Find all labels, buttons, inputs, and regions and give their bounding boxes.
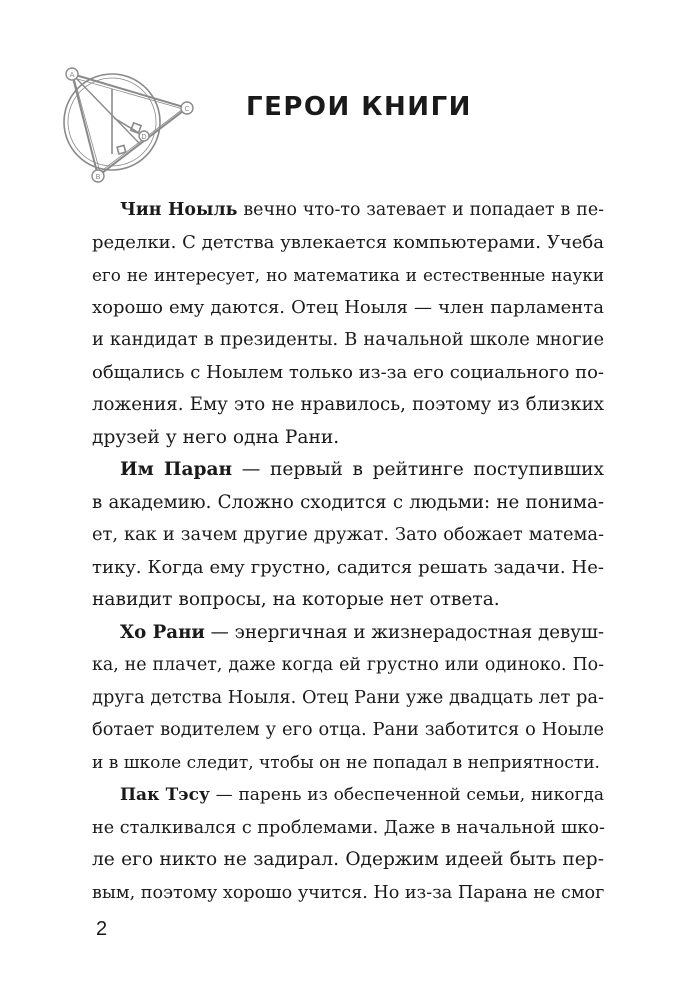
character-descriptions [92, 194, 604, 909]
emblem-letter-c: C [184, 105, 190, 113]
emblem-letter-d: D [141, 133, 147, 141]
emblem-letter-a: A [69, 71, 75, 79]
paragraph-line: ложения. Ему это не нравилось, поэтому из близких [92, 394, 604, 415]
page-title: ГЕРОИ КНИГИ [246, 92, 472, 122]
paragraph-line [92, 454, 604, 487]
paragraph-line [92, 194, 604, 227]
paragraph-line: хорошо ему даются. Отец Ноыля — член парламента [92, 296, 604, 318]
paragraph-line: ет, как и зачем другие дружат. Зато обожает матема- [92, 524, 604, 545]
paragraph-line: его не интересует, но математика и естественные науки [92, 265, 604, 285]
character-name: Им Паран [120, 459, 233, 480]
paragraph-line: навидит вопросы, на которые нет ответа. [92, 589, 500, 610]
paragraph-line [92, 617, 604, 650]
paragraph-line: друзей у него одна Рани. [92, 426, 340, 448]
line-text: — первый в рейтинге поступивших [232, 459, 604, 480]
paragraph-line: ле его никто не задирал. Одержим идеей быть пер- [92, 849, 604, 870]
paragraph-line: ботает водителем у его отца. Рани заботится о Ноыле [92, 719, 604, 740]
emblem-letter-b: B [95, 173, 101, 181]
page-number: 2 [96, 918, 108, 940]
line-text: — энергичная и жизнерадостная девуш- [204, 621, 604, 643]
paragraph-line: тику. Когда ему грустно, садится решать задачи. Не- [92, 556, 604, 578]
paragraph-line [92, 779, 604, 812]
character-name: Чин Ноыль [120, 200, 238, 220]
paragraph-line: и в школе следит, чтобы он не попадал в неприятности. [92, 752, 600, 773]
paragraph-line: в академию. Сложно сходится с людьми: не понима- [92, 491, 604, 513]
paragraph-line: общались с Ноылем только из-за его социального по- [92, 361, 604, 383]
line-text: вечно что-то затевает и попадает в пе- [237, 200, 604, 220]
paragraph-line: не сталкивался с проблемами. Даже в начальной шко- [92, 817, 605, 838]
paragraph-line: и кандидат в президенты. В начальной школе многие [92, 329, 604, 350]
line-text: — парень из обеспеченной семьи, никогда [209, 785, 604, 805]
geometry-emblem-icon [52, 54, 202, 190]
paragraph-line: друга детства Ноыля. Отец Рани уже двадцать лет ра- [92, 686, 604, 708]
character-name: Хо Рани [120, 621, 205, 643]
character-name: Пак Тэсу [120, 785, 210, 805]
paragraph-line: ка, не плачет, даже когда ей грустно или одиноко. По- [92, 655, 604, 675]
paragraph-line: вым, поэтому хорошо учится. Но из-за Парана не смог [92, 882, 605, 903]
paragraph-line: ределки. С детства увлекается компьютерами. Учеба [92, 231, 604, 253]
